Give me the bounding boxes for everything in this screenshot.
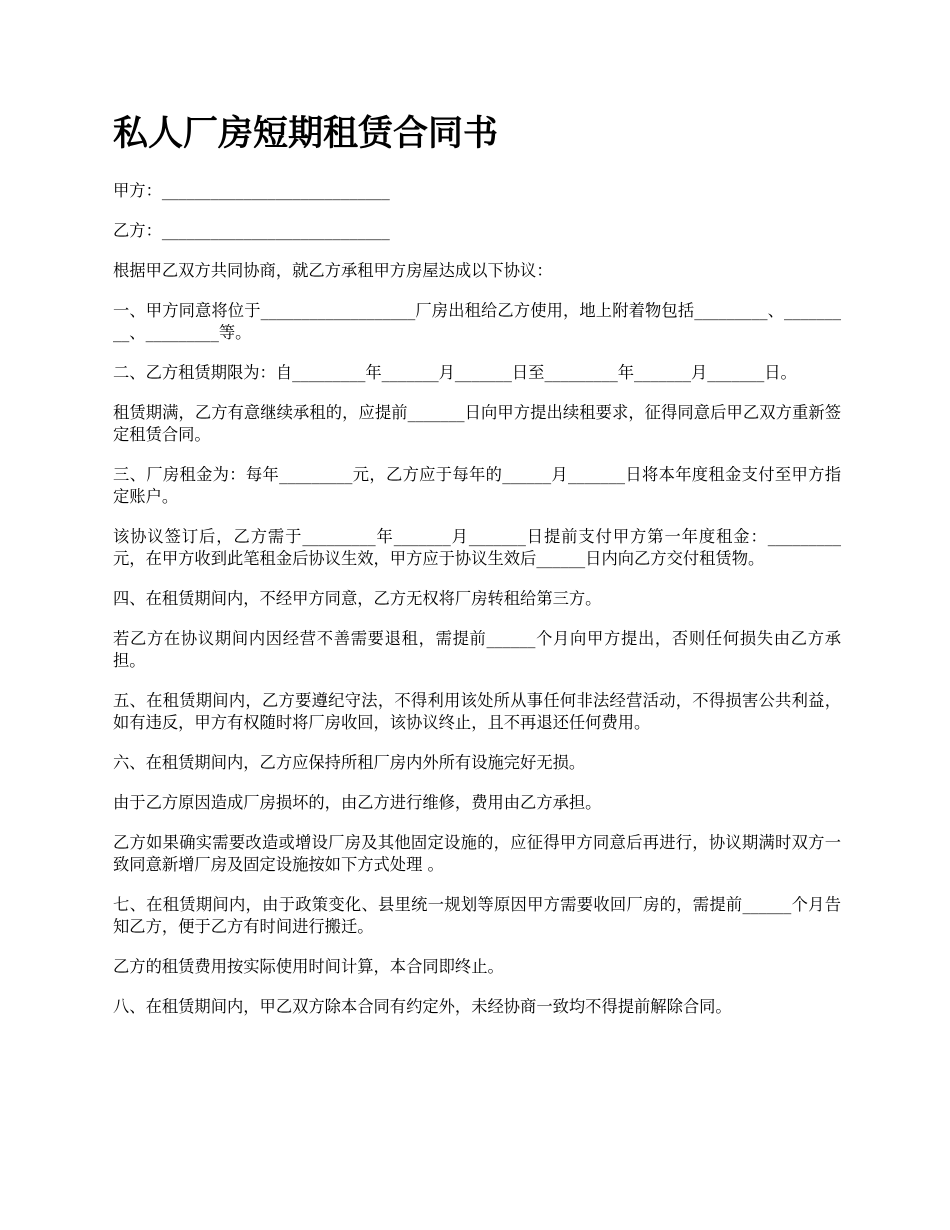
clause-5-compliance: 五、在租赁期间内，乙方要遵纪守法，不得利用该处所从事任何非法经营活动，不得损害公共利益，如有违反，甲方有权随时将厂房收回，该协议终止，且不再退还任何费用。 — [113, 691, 841, 732]
clause-4-sublease: 四、在租赁期间内，不经甲方同意，乙方无权将厂房转租给第三方。 — [113, 589, 602, 608]
document-title: 私人厂房短期租赁合同书 — [113, 114, 499, 154]
clause-1-location: 一、甲方同意将位于___________________厂房出租给乙方使用，地上附着物包括_________、_________、_________等。 — [113, 301, 841, 342]
party-a-line: 甲方：____________________________ — [113, 181, 390, 200]
clause-6-modification: 乙方如果确实需要改造或增设厂房及其他固定设施的，应征得甲方同意后再进行，协议期满时双方一致同意新增厂房及固定设施按如下方式处理 。 — [113, 833, 841, 874]
clause-6-maintenance: 六、在租赁期间内，乙方应保持所租厂房内外所有设施完好无损。 — [113, 753, 586, 772]
clause-3-first-payment: 该协议签订后，乙方需于_________年_______月_______日提前支付甲方第一年度租金：_________元，在甲方收到此笔租金后协议生效，甲方应于协议生效后______日内向乙方交付租赁物。 — [113, 527, 841, 568]
clause-6-damage: 由于乙方原因造成厂房损坏的，由乙方进行维修，费用由乙方承担。 — [113, 793, 602, 812]
clause-2-lease-term: 二、乙方租赁期限为：自_________年_______月_______日至_________年_______月_______日。 — [113, 363, 797, 382]
agreement-intro: 根据甲乙双方共同协商，就乙方承租甲方房屋达成以下协议： — [113, 261, 553, 280]
party-b-line: 乙方：____________________________ — [113, 221, 390, 240]
clause-4-early-exit: 若乙方在协议期间内因经营不善需要退租，需提前______个月向甲方提出，否则任何损失由乙方承担。 — [113, 629, 841, 670]
clause-3-rent: 三、厂房租金为：每年_________元，乙方应于每年的______月_______日将本年度租金支付至甲方指定账户。 — [113, 465, 841, 506]
document-page — [113, 110, 841, 1036]
clause-7-fee-settlement: 乙方的租赁费用按实际使用时间计算，本合同即终止。 — [113, 957, 504, 976]
clause-7-reclaim: 七、在租赁期间内，由于政策变化、县里统一规划等原因甲方需要收回厂房的，需提前______个月告知乙方，便于乙方有时间进行搬迁。 — [113, 895, 841, 936]
clause-2-renewal: 租赁期满，乙方有意继续承租的，应提前_______日向甲方提出续租要求，征得同意后甲乙双方重新签定租赁合同。 — [113, 403, 841, 444]
clause-8-termination: 八、在租赁期间内，甲乙双方除本合同有约定外，未经协商一致均不得提前解除合同。 — [113, 997, 732, 1016]
